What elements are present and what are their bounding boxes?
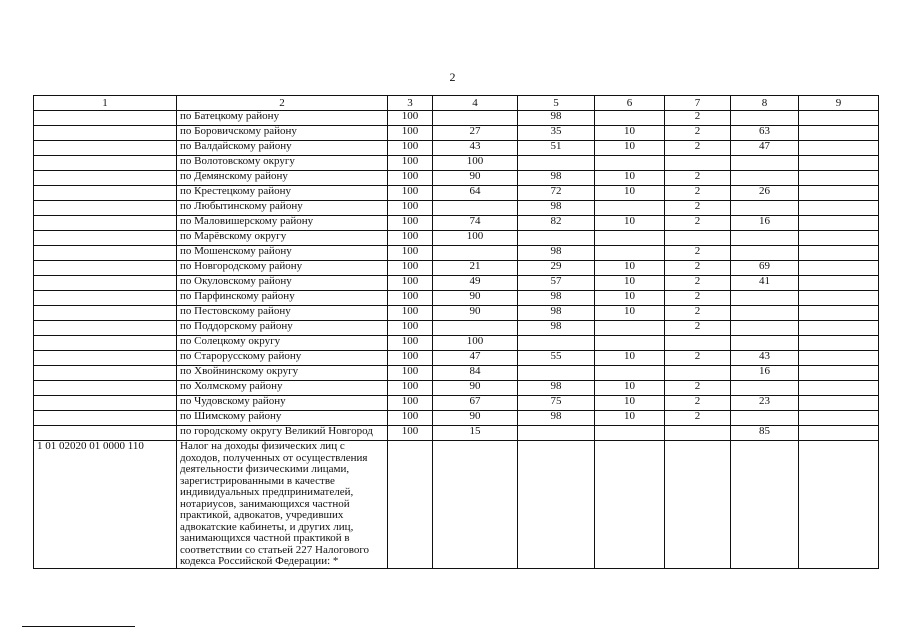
row-value-cell-8 [731, 291, 799, 306]
table-row [34, 441, 879, 569]
row-value-cell-6: 10 [595, 126, 665, 141]
table-row [34, 216, 879, 231]
row-value-cell-5: 75 [518, 396, 595, 411]
row-value-cell-4: 27 [433, 126, 518, 141]
row-value-cell-3: 100 [388, 111, 433, 126]
row-value-cell-6 [595, 156, 665, 171]
table-row [34, 171, 879, 186]
row-value-cell-3: 100 [388, 321, 433, 336]
row-value-cell-8: 69 [731, 261, 799, 276]
row-value-cell-8 [731, 336, 799, 351]
row-value-cell-4: 64 [433, 186, 518, 201]
table-row [34, 141, 879, 156]
row-value-cell-9 [799, 261, 879, 276]
row-code-cell [34, 201, 177, 216]
column-header-4: 4 [433, 96, 518, 111]
row-value-cell-5 [518, 336, 595, 351]
row-value-cell-7: 2 [665, 321, 731, 336]
row-value-cell-9 [799, 111, 879, 126]
row-value-cell-9 [799, 216, 879, 231]
row-value-cell-3: 100 [388, 336, 433, 351]
column-header-5: 5 [518, 96, 595, 111]
row-value-cell-6: 10 [595, 186, 665, 201]
row-value-cell-8: 23 [731, 396, 799, 411]
row-value-cell-8 [731, 411, 799, 426]
row-code-cell [34, 141, 177, 156]
row-label-cell: по Батецкому району [177, 111, 388, 126]
column-header-3: 3 [388, 96, 433, 111]
column-header-6: 6 [595, 96, 665, 111]
table-row [34, 396, 879, 411]
row-value-cell-4: 15 [433, 426, 518, 441]
row-label-cell: по Маловишерскому району [177, 216, 388, 231]
table-row [34, 321, 879, 336]
row-value-cell-6 [595, 111, 665, 126]
row-code-cell [34, 186, 177, 201]
row-value-cell-4 [433, 201, 518, 216]
row-value-cell-7 [665, 366, 731, 381]
row-value-cell-7: 2 [665, 171, 731, 186]
row-value-cell-9 [799, 306, 879, 321]
row-label-cell: Налог на доходы физических лиц с доходов, полученных от осуществления деятельности физическими лицами, зарегистрированными в качестве индивидуальных предпринимателей, нотариусов, занимающихся частной практикой, адвокатов, учредивших адвокатские кабинеты, и других лиц, занимающихся частной практикой в соответствии со статьей 227 Налогового кодекса Российской Федерации: * [177, 441, 388, 569]
row-value-cell-5: 98 [518, 201, 595, 216]
row-value-cell-8: 16 [731, 216, 799, 231]
column-header-1: 1 [34, 96, 177, 111]
row-value-cell-7: 2 [665, 201, 731, 216]
column-header-2: 2 [177, 96, 388, 111]
row-value-cell-7: 2 [665, 141, 731, 156]
row-value-cell-4: 100 [433, 231, 518, 246]
row-value-cell-6 [595, 366, 665, 381]
column-number-row [34, 96, 879, 111]
row-value-cell-3: 100 [388, 231, 433, 246]
row-value-cell-7: 2 [665, 381, 731, 396]
row-label-cell: по Валдайскому району [177, 141, 388, 156]
row-value-cell-5: 51 [518, 141, 595, 156]
page-number: 2 [449, 70, 456, 84]
row-value-cell-9 [799, 381, 879, 396]
row-value-cell-9 [799, 441, 879, 569]
row-value-cell-4: 90 [433, 306, 518, 321]
row-value-cell-8: 16 [731, 366, 799, 381]
table-row [34, 306, 879, 321]
row-value-cell-3: 100 [388, 126, 433, 141]
row-value-cell-9 [799, 201, 879, 216]
table-row [34, 336, 879, 351]
row-value-cell-6: 10 [595, 396, 665, 411]
row-value-cell-8 [731, 381, 799, 396]
table-body [34, 111, 879, 569]
row-value-cell-8 [731, 441, 799, 569]
table-row [34, 411, 879, 426]
row-value-cell-4: 90 [433, 411, 518, 426]
row-label-cell: по Окуловскому району [177, 276, 388, 291]
row-label-cell: по Холмскому району [177, 381, 388, 396]
row-value-cell-4: 74 [433, 216, 518, 231]
row-value-cell-4: 43 [433, 141, 518, 156]
row-value-cell-4: 100 [433, 156, 518, 171]
row-value-cell-7 [665, 156, 731, 171]
row-value-cell-4: 90 [433, 291, 518, 306]
row-value-cell-5: 55 [518, 351, 595, 366]
row-value-cell-9 [799, 321, 879, 336]
row-value-cell-8 [731, 231, 799, 246]
row-value-cell-6: 10 [595, 306, 665, 321]
row-value-cell-5 [518, 156, 595, 171]
row-value-cell-3: 100 [388, 246, 433, 261]
row-value-cell-9 [799, 231, 879, 246]
row-code-cell [34, 306, 177, 321]
row-label-cell: по Марёвскому округу [177, 231, 388, 246]
row-value-cell-3: 100 [388, 156, 433, 171]
row-code-cell [34, 411, 177, 426]
row-code-cell [34, 261, 177, 276]
row-value-cell-3: 100 [388, 261, 433, 276]
row-label-cell: по Старорусскому району [177, 351, 388, 366]
row-value-cell-9 [799, 396, 879, 411]
row-value-cell-8: 47 [731, 141, 799, 156]
row-code-cell [34, 156, 177, 171]
row-value-cell-3: 100 [388, 141, 433, 156]
row-value-cell-5: 72 [518, 186, 595, 201]
row-value-cell-5: 82 [518, 216, 595, 231]
row-code-cell [34, 396, 177, 411]
row-value-cell-7: 2 [665, 306, 731, 321]
row-value-cell-9 [799, 276, 879, 291]
table-row [34, 231, 879, 246]
row-label-cell: по Демянскому району [177, 171, 388, 186]
row-value-cell-5 [518, 231, 595, 246]
row-value-cell-5 [518, 366, 595, 381]
row-value-cell-4 [433, 321, 518, 336]
row-code-cell [34, 381, 177, 396]
row-value-cell-9 [799, 426, 879, 441]
row-label-cell: по Мошенскому району [177, 246, 388, 261]
row-value-cell-7 [665, 231, 731, 246]
distribution-table [33, 95, 879, 569]
table-row [34, 261, 879, 276]
row-value-cell-8: 85 [731, 426, 799, 441]
row-code-cell [34, 321, 177, 336]
row-value-cell-4: 21 [433, 261, 518, 276]
column-header-7: 7 [665, 96, 731, 111]
row-value-cell-5: 35 [518, 126, 595, 141]
footnote-separator [22, 626, 135, 627]
row-value-cell-4: 84 [433, 366, 518, 381]
row-value-cell-4: 49 [433, 276, 518, 291]
row-value-cell-3: 100 [388, 381, 433, 396]
row-code-cell [34, 216, 177, 231]
row-value-cell-4: 90 [433, 381, 518, 396]
row-value-cell-8 [731, 306, 799, 321]
row-value-cell-5: 98 [518, 306, 595, 321]
row-code-cell [34, 246, 177, 261]
row-value-cell-3: 100 [388, 411, 433, 426]
row-value-cell-9 [799, 186, 879, 201]
row-value-cell-9 [799, 366, 879, 381]
row-value-cell-6 [595, 231, 665, 246]
row-value-cell-4 [433, 441, 518, 569]
row-value-cell-5: 57 [518, 276, 595, 291]
row-value-cell-9 [799, 141, 879, 156]
row-value-cell-9 [799, 411, 879, 426]
row-value-cell-8 [731, 246, 799, 261]
row-value-cell-6 [595, 321, 665, 336]
row-value-cell-9 [799, 351, 879, 366]
row-value-cell-5: 29 [518, 261, 595, 276]
row-value-cell-3: 100 [388, 306, 433, 321]
row-value-cell-4: 67 [433, 396, 518, 411]
row-value-cell-6: 10 [595, 261, 665, 276]
row-value-cell-6 [595, 201, 665, 216]
row-value-cell-5: 98 [518, 321, 595, 336]
row-label-cell: по Новгородскому району [177, 261, 388, 276]
row-value-cell-7: 2 [665, 291, 731, 306]
row-code-cell [34, 111, 177, 126]
row-label-cell: по Шимскому району [177, 411, 388, 426]
row-value-cell-7: 2 [665, 186, 731, 201]
row-value-cell-6: 10 [595, 411, 665, 426]
row-value-cell-8 [731, 171, 799, 186]
row-value-cell-3: 100 [388, 351, 433, 366]
row-value-cell-8 [731, 111, 799, 126]
row-value-cell-9 [799, 171, 879, 186]
row-value-cell-6 [595, 336, 665, 351]
row-code-cell [34, 291, 177, 306]
table-row [34, 201, 879, 216]
row-value-cell-7: 2 [665, 351, 731, 366]
table-row [34, 426, 879, 441]
row-value-cell-5: 98 [518, 246, 595, 261]
row-value-cell-6: 10 [595, 291, 665, 306]
row-value-cell-9 [799, 336, 879, 351]
row-value-cell-8: 41 [731, 276, 799, 291]
row-value-cell-4 [433, 111, 518, 126]
row-value-cell-4: 100 [433, 336, 518, 351]
table-row [34, 111, 879, 126]
table-row [34, 246, 879, 261]
row-value-cell-3: 100 [388, 186, 433, 201]
row-value-cell-6 [595, 441, 665, 569]
row-label-cell: по Любытинскому району [177, 201, 388, 216]
column-header-9: 9 [799, 96, 879, 111]
row-value-cell-9 [799, 126, 879, 141]
row-value-cell-9 [799, 246, 879, 261]
table-row [34, 351, 879, 366]
row-label-cell: по Боровичскому району [177, 126, 388, 141]
row-value-cell-7: 2 [665, 246, 731, 261]
row-value-cell-5: 98 [518, 411, 595, 426]
row-value-cell-5 [518, 426, 595, 441]
table-row [34, 291, 879, 306]
row-code-cell [34, 126, 177, 141]
column-header-8: 8 [731, 96, 799, 111]
row-value-cell-8: 63 [731, 126, 799, 141]
table-row [34, 366, 879, 381]
row-code-cell: 1 01 02020 01 0000 110 [34, 441, 177, 569]
row-value-cell-6: 10 [595, 276, 665, 291]
row-label-cell: по Парфинскому району [177, 291, 388, 306]
row-value-cell-7 [665, 426, 731, 441]
row-label-cell: по Пестовскому району [177, 306, 388, 321]
row-code-cell [34, 231, 177, 246]
row-value-cell-5: 98 [518, 291, 595, 306]
row-value-cell-6: 10 [595, 351, 665, 366]
row-value-cell-7: 2 [665, 126, 731, 141]
row-value-cell-8: 43 [731, 351, 799, 366]
row-value-cell-3: 100 [388, 396, 433, 411]
row-value-cell-6: 10 [595, 381, 665, 396]
row-value-cell-8 [731, 321, 799, 336]
row-code-cell [34, 336, 177, 351]
row-value-cell-9 [799, 291, 879, 306]
table-row [34, 276, 879, 291]
row-value-cell-5: 98 [518, 381, 595, 396]
row-value-cell-8: 26 [731, 186, 799, 201]
row-label-cell: по Хвойнинскому округу [177, 366, 388, 381]
row-label-cell: по Чудовскому району [177, 396, 388, 411]
row-value-cell-7: 2 [665, 261, 731, 276]
row-value-cell-3 [388, 441, 433, 569]
row-value-cell-4: 47 [433, 351, 518, 366]
row-value-cell-5 [518, 441, 595, 569]
table-row [34, 381, 879, 396]
row-value-cell-6: 10 [595, 171, 665, 186]
table-row [34, 156, 879, 171]
row-value-cell-3: 100 [388, 366, 433, 381]
row-value-cell-3: 100 [388, 276, 433, 291]
row-label-cell: по Волотовскому округу [177, 156, 388, 171]
row-label-cell: по городскому округу Великий Новгород [177, 426, 388, 441]
row-value-cell-7: 2 [665, 276, 731, 291]
row-label-cell: по Поддорскому району [177, 321, 388, 336]
row-value-cell-4: 90 [433, 171, 518, 186]
row-value-cell-3: 100 [388, 426, 433, 441]
row-value-cell-7: 2 [665, 111, 731, 126]
row-code-cell [34, 426, 177, 441]
row-code-cell [34, 171, 177, 186]
row-value-cell-3: 100 [388, 216, 433, 231]
row-value-cell-7 [665, 336, 731, 351]
table-row [34, 186, 879, 201]
row-value-cell-7: 2 [665, 411, 731, 426]
row-value-cell-3: 100 [388, 291, 433, 306]
row-value-cell-3: 100 [388, 201, 433, 216]
table-row [34, 126, 879, 141]
row-value-cell-6 [595, 426, 665, 441]
row-value-cell-6: 10 [595, 141, 665, 156]
row-value-cell-7: 2 [665, 216, 731, 231]
row-code-cell [34, 276, 177, 291]
row-value-cell-6 [595, 246, 665, 261]
row-value-cell-8 [731, 201, 799, 216]
row-value-cell-6: 10 [595, 216, 665, 231]
row-value-cell-5: 98 [518, 171, 595, 186]
row-code-cell [34, 366, 177, 381]
row-value-cell-7: 2 [665, 396, 731, 411]
row-value-cell-4 [433, 246, 518, 261]
row-value-cell-8 [731, 156, 799, 171]
row-value-cell-7 [665, 441, 731, 569]
row-label-cell: по Солецкому округу [177, 336, 388, 351]
row-label-cell: по Крестецкому району [177, 186, 388, 201]
row-value-cell-5: 98 [518, 111, 595, 126]
row-code-cell [34, 351, 177, 366]
row-value-cell-3: 100 [388, 171, 433, 186]
row-value-cell-9 [799, 156, 879, 171]
